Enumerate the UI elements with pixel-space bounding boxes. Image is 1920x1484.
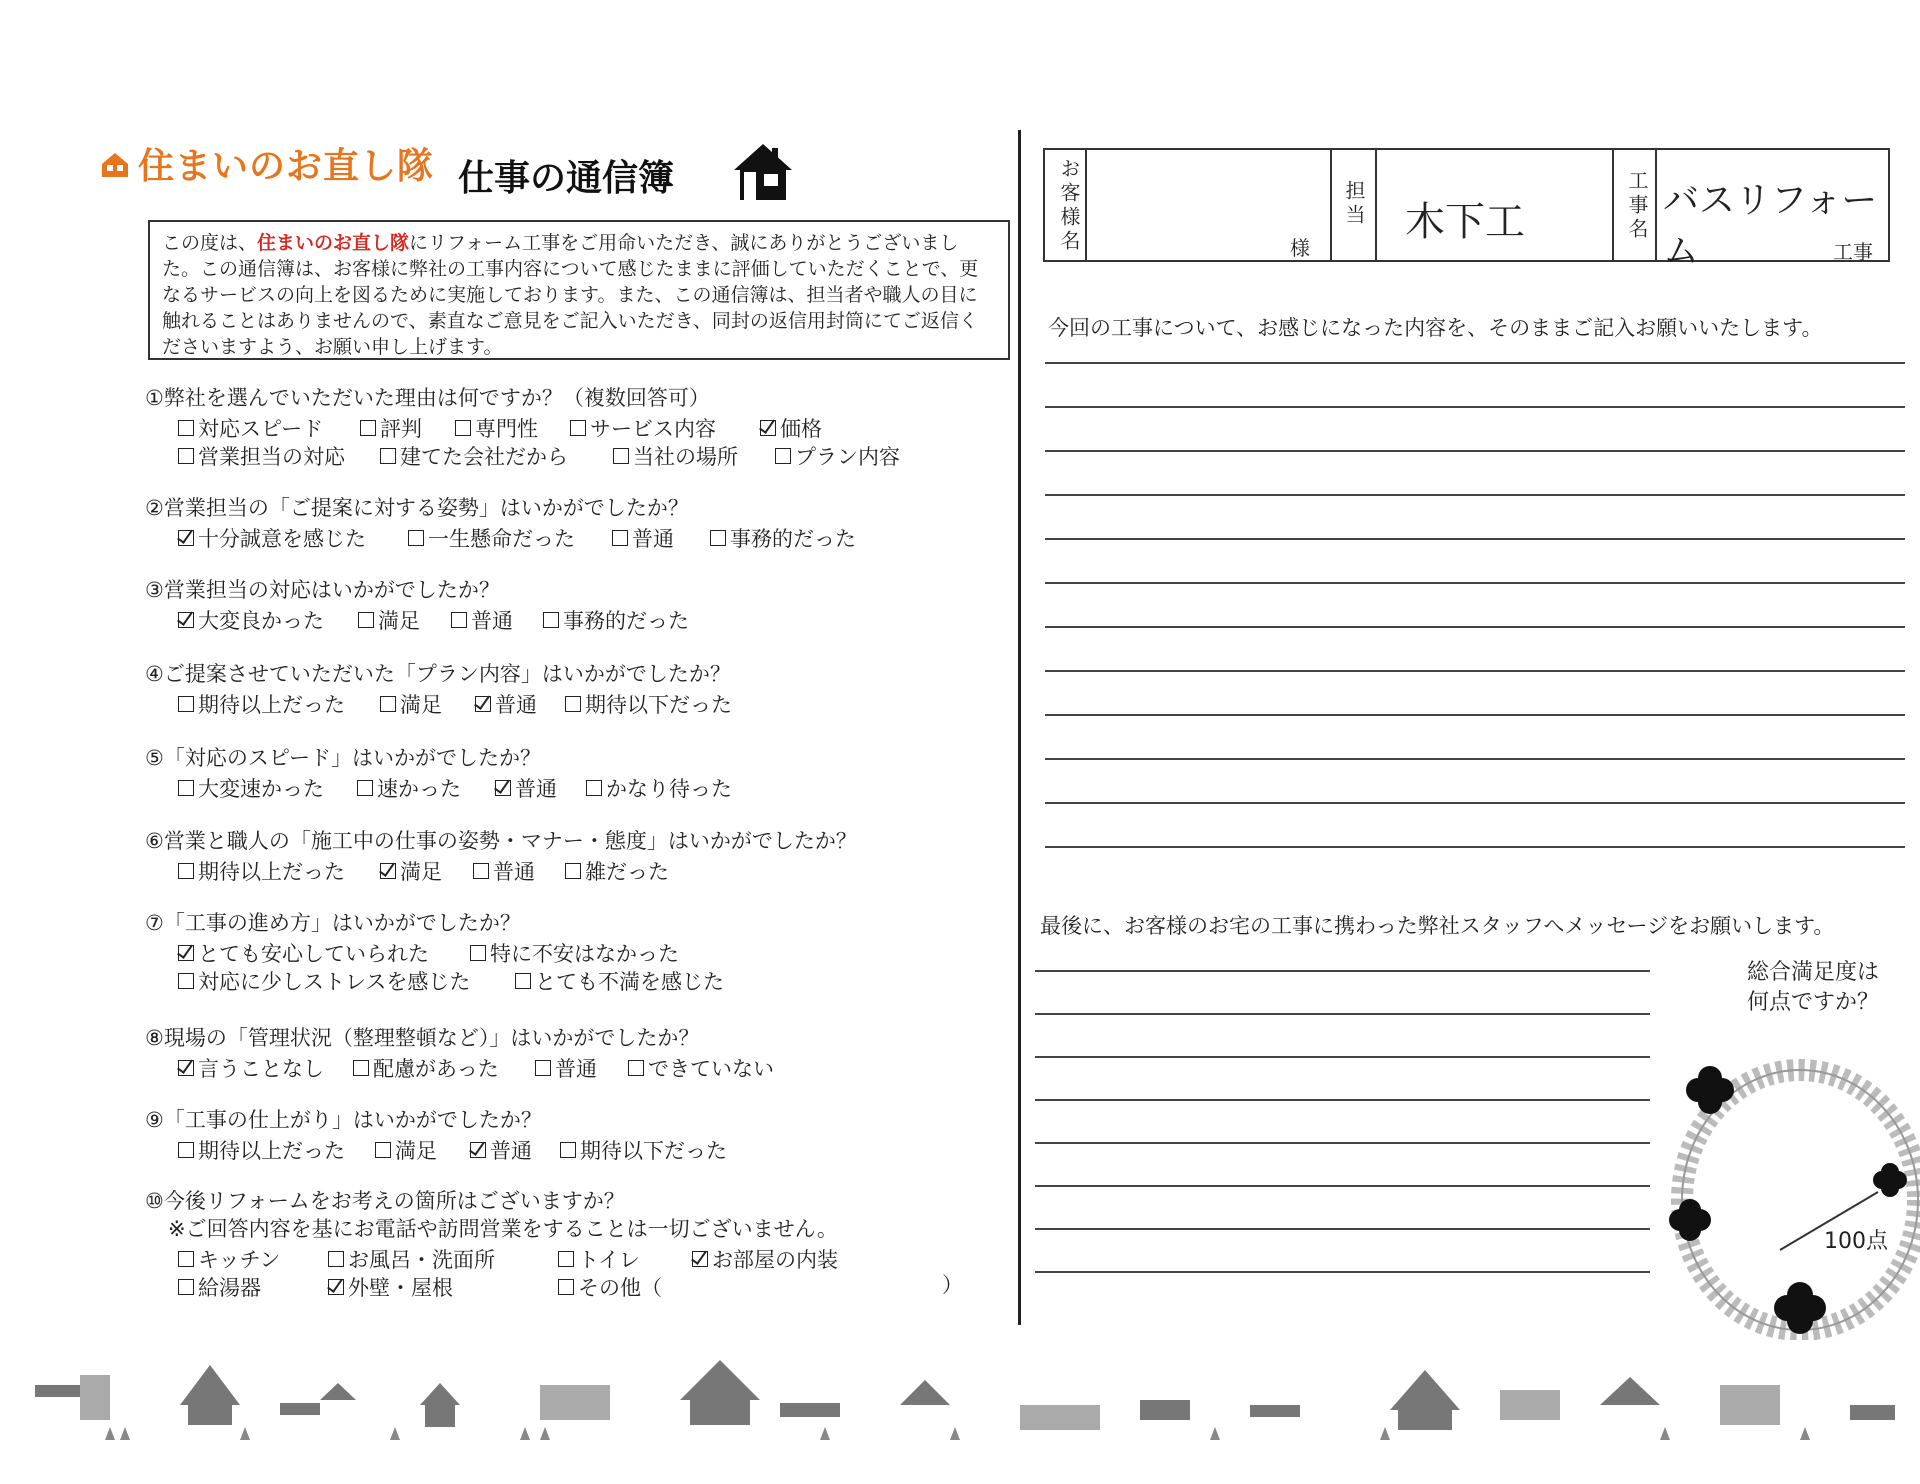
option-label: 事務的だった — [730, 527, 856, 551]
work-suffix: 工事 — [1833, 240, 1873, 264]
option-label: 特に不安はなかった — [490, 942, 679, 966]
checkbox-icon[interactable] — [565, 863, 581, 879]
question-1-option[interactable] — [570, 413, 716, 443]
checkbox-icon[interactable] — [473, 863, 489, 879]
question-4-text: ④ご提案させていただいた「プラン内容」はいかがでしたか？ — [145, 662, 731, 686]
question-8-option[interactable] — [535, 1053, 597, 1083]
column-divider — [1018, 130, 1021, 1325]
writing-line[interactable] — [1035, 1271, 1650, 1273]
question-2-option[interactable] — [408, 523, 575, 553]
checkbox-icon[interactable] — [353, 1060, 369, 1076]
brand-name: 住まいのお直し隊 — [138, 146, 435, 187]
staff-handwritten: 木下工 — [1405, 199, 1525, 245]
option-label: 大変良かった — [198, 609, 324, 633]
option-label: 外壁・屋根 — [348, 1276, 453, 1300]
writing-line[interactable] — [1035, 1013, 1650, 1015]
question-4-option[interactable] — [565, 689, 732, 719]
checkbox-icon[interactable] — [178, 973, 194, 989]
option-label: お風呂・洗面所 — [348, 1248, 495, 1272]
option-label: 満足 — [378, 609, 420, 633]
checked-box-icon[interactable] — [328, 1279, 344, 1295]
question-9-option[interactable] — [560, 1135, 727, 1165]
question-10-option[interactable] — [328, 1272, 453, 1302]
checkbox-icon[interactable] — [380, 696, 396, 712]
writing-line[interactable] — [1045, 582, 1905, 584]
checkbox-icon[interactable] — [613, 448, 629, 464]
question-3-option[interactable] — [451, 605, 513, 635]
checkbox-icon[interactable] — [358, 612, 374, 628]
checkbox-icon[interactable] — [380, 448, 396, 464]
option-label: 十分誠意を感じた — [198, 527, 366, 551]
checkbox-icon[interactable] — [710, 530, 726, 546]
checkbox-icon[interactable] — [535, 1060, 551, 1076]
checkbox-icon[interactable] — [178, 1251, 194, 1267]
question-10-option[interactable] — [558, 1244, 640, 1274]
checkbox-icon[interactable] — [178, 1142, 194, 1158]
question-10-option[interactable] — [558, 1272, 662, 1302]
checkbox-icon[interactable] — [178, 448, 194, 464]
question-1-option[interactable] — [178, 413, 323, 443]
checkbox-icon[interactable] — [357, 780, 373, 796]
writing-line[interactable] — [1045, 362, 1905, 364]
checkbox-icon[interactable] — [628, 1060, 644, 1076]
question-1-option[interactable] — [360, 413, 422, 443]
checked-box-icon[interactable] — [178, 1060, 194, 1076]
question-7-option[interactable] — [470, 938, 679, 968]
question-1-option[interactable] — [380, 441, 568, 471]
option-label: 言うことなし — [198, 1057, 324, 1081]
customer-name-label: お客様名 — [1057, 158, 1081, 254]
checkbox-icon[interactable] — [178, 863, 194, 879]
question-8-option[interactable] — [628, 1053, 774, 1083]
option-label: キッチン — [198, 1248, 281, 1272]
question-1-option[interactable] — [455, 413, 538, 443]
writing-line[interactable] — [1045, 714, 1905, 716]
option-label: 普通 — [515, 777, 557, 801]
checkbox-icon[interactable] — [375, 1142, 391, 1158]
question-6-option[interactable] — [380, 856, 442, 886]
question-3-option[interactable] — [543, 605, 689, 635]
option-label: プラン内容 — [795, 445, 900, 469]
checked-box-icon[interactable] — [495, 780, 511, 796]
question-9-option[interactable] — [178, 1135, 345, 1165]
option-label: 配慮があった — [373, 1057, 499, 1081]
checked-box-icon[interactable] — [475, 696, 491, 712]
checkbox-icon[interactable] — [612, 530, 628, 546]
question-10-option[interactable] — [178, 1244, 281, 1274]
question-10-text: ⑩今後リフォームをお考えの箇所はございますか？ — [145, 1189, 625, 1213]
writing-line[interactable] — [1035, 1142, 1650, 1144]
writing-line[interactable] — [1045, 626, 1905, 628]
question-3-text: ③営業担当の対応はいかがでしたか？ — [145, 578, 500, 602]
checkbox-icon[interactable] — [775, 448, 791, 464]
question-5-option[interactable] — [586, 773, 732, 803]
checkbox-icon[interactable] — [470, 945, 486, 961]
question-2-option[interactable] — [710, 523, 856, 553]
option-label: 期待以上だった — [198, 1139, 345, 1163]
question-6-option[interactable] — [178, 856, 345, 886]
question-4-option[interactable] — [380, 689, 442, 719]
checkbox-icon[interactable] — [178, 696, 194, 712]
writing-line[interactable] — [1035, 970, 1650, 972]
option-label: 雑だった — [585, 860, 669, 884]
checkbox-icon[interactable] — [455, 420, 471, 436]
checkbox-icon[interactable] — [178, 420, 194, 436]
question-8-option[interactable] — [178, 1053, 324, 1083]
intro-box — [148, 220, 1010, 360]
question-5-option[interactable] — [357, 773, 461, 803]
question-7-option[interactable] — [515, 966, 724, 996]
work-name-label: 工事名 — [1625, 170, 1649, 242]
question-5-text: ⑤「対応のスピード」はいかがでしたか？ — [145, 746, 541, 770]
option-label: 大変速かった — [198, 777, 324, 801]
score-question-line1: 総合満足度は — [1746, 960, 1879, 985]
checkbox-icon[interactable] — [586, 780, 602, 796]
question-8-text: ⑧現場の「管理状況（整理整頓など）」はいかがでしたか？ — [145, 1026, 700, 1050]
question-6-text: ⑥営業と職人の「施工中の仕事の姿勢・マナー・態度」はいかがでしたか？ — [145, 829, 857, 853]
option-label: 期待以下だった — [580, 1139, 727, 1163]
staff-label: 担当 — [1342, 180, 1366, 228]
writing-line[interactable] — [1045, 538, 1905, 540]
option-label: 満足 — [395, 1139, 437, 1163]
option-label: かなり待った — [606, 777, 732, 801]
question-5-option[interactable] — [178, 773, 324, 803]
question-7-option[interactable] — [178, 966, 470, 996]
question-6-option[interactable] — [565, 856, 669, 886]
customer-info-table — [1043, 148, 1890, 272]
question-9-option[interactable] — [470, 1135, 532, 1165]
house-logo-icon — [100, 149, 130, 179]
option-label: 給湯器 — [198, 1276, 261, 1300]
townscape-decoration — [20, 1355, 1900, 1445]
writing-line[interactable] — [1045, 846, 1905, 848]
option-label: 期待以上だった — [198, 860, 345, 884]
checkbox-icon[interactable] — [543, 612, 559, 628]
intro-brand-highlight: 住まいのお直し隊 — [257, 232, 410, 254]
question-10-option[interactable] — [692, 1244, 838, 1274]
question-4-option[interactable] — [475, 689, 537, 719]
question-2-option[interactable] — [612, 523, 674, 553]
question-3-option[interactable] — [358, 605, 420, 635]
writing-line[interactable] — [1045, 494, 1905, 496]
option-label: 営業担当の対応 — [198, 445, 345, 469]
checkbox-icon[interactable] — [178, 780, 194, 796]
option-label: できていない — [648, 1057, 774, 1081]
option-label: 事務的だった — [563, 609, 689, 633]
checked-box-icon[interactable] — [760, 420, 776, 436]
option-label: 対応に少しストレスを感じた — [198, 970, 471, 994]
writing-line[interactable] — [1035, 1099, 1650, 1101]
option-label: 満足 — [400, 693, 442, 717]
option-label: 速かった — [377, 777, 461, 801]
option-label: サービス内容 — [590, 417, 716, 441]
checked-box-icon[interactable] — [692, 1251, 708, 1267]
question-10-option[interactable] — [328, 1244, 495, 1274]
option-label: 価格 — [780, 417, 822, 441]
option-label: 専門性 — [475, 417, 538, 441]
writing-line[interactable] — [1045, 450, 1905, 452]
option-label: 一生懸命だった — [428, 527, 575, 551]
question-8-option[interactable] — [353, 1053, 499, 1083]
checkbox-icon[interactable] — [178, 1279, 194, 1295]
writing-line[interactable] — [1045, 406, 1905, 408]
question-2-text: ②営業担当の「ご提案に対する姿勢」はいかがでしたか？ — [145, 496, 689, 520]
checkbox-icon[interactable] — [360, 420, 376, 436]
writing-line[interactable] — [1045, 758, 1905, 760]
option-label: 普通 — [490, 1139, 532, 1163]
option-label: 建てた会社だから — [400, 445, 568, 469]
checked-box-icon[interactable] — [178, 530, 194, 546]
customer-suffix: 様 — [1290, 236, 1310, 260]
option-label: 満足 — [400, 860, 442, 884]
option-label: 対応スピード — [198, 417, 324, 441]
writing-line[interactable] — [1035, 1056, 1650, 1058]
checkbox-icon[interactable] — [558, 1251, 574, 1267]
staff-field[interactable] — [1375, 150, 1377, 260]
page-title: 仕事の通信簿 — [458, 158, 675, 199]
checkbox-icon[interactable] — [515, 973, 531, 989]
writing-line[interactable] — [1035, 1185, 1650, 1187]
house-icon — [732, 142, 794, 202]
work-name-field[interactable] — [1655, 150, 1657, 260]
checkbox-icon[interactable] — [451, 612, 467, 628]
checked-box-icon[interactable] — [178, 945, 194, 961]
option-label: 普通 — [493, 860, 535, 884]
question-1-option[interactable] — [178, 441, 345, 471]
message-prompt: 最後に、お客様のお宅の工事に携わった弊社スタッフへメッセージをお願いします。 — [1040, 914, 1835, 938]
question-2-option[interactable] — [178, 523, 366, 553]
score-question-line2: 何点ですか？ — [1746, 990, 1879, 1015]
option-label: 普通 — [632, 527, 674, 551]
option-label: 期待以上だった — [198, 693, 345, 717]
customer-name-field[interactable] — [1085, 150, 1087, 260]
score-question — [1728, 958, 1898, 1018]
option-label: 普通 — [495, 693, 537, 717]
question-1-option[interactable] — [775, 441, 900, 471]
checkbox-icon[interactable] — [328, 1251, 344, 1267]
question-7-option[interactable] — [178, 938, 429, 968]
writing-line[interactable] — [1045, 670, 1905, 672]
comment-prompt: 今回の工事について、お感じになった内容を、そのままご記入お願いいたします。 — [1048, 316, 1823, 340]
question-3-option[interactable] — [178, 605, 324, 635]
checked-box-icon[interactable] — [470, 1142, 486, 1158]
option-label: トイレ — [578, 1248, 640, 1272]
question-9-option[interactable] — [375, 1135, 437, 1165]
question-5-option[interactable] — [495, 773, 557, 803]
question-1-option[interactable] — [760, 413, 822, 443]
writing-line[interactable] — [1045, 802, 1905, 804]
question-1-option[interactable] — [613, 441, 738, 471]
option-label: 普通 — [471, 609, 513, 633]
option-label: 普通 — [555, 1057, 597, 1081]
question-4-option[interactable] — [178, 689, 345, 719]
question-10-note: ※ご回答内容を基にお電話や訪問営業をすることは一切ございません。 — [168, 1217, 838, 1241]
checkbox-icon[interactable] — [560, 1142, 576, 1158]
writing-line[interactable] — [1035, 1228, 1650, 1230]
option-label: 期待以下だった — [585, 693, 732, 717]
score-value: 100点 — [1824, 1229, 1888, 1254]
question-7-text: ⑦「工事の進め方」はいかがでしたか？ — [145, 911, 521, 935]
intro-text-rest: にリフォーム工事をご用命いただき、誠にありがとうございました。この通信簿は、お客様に弊社の工事内容について感じたままに評価していただくことで、更なるサービスの向上を図るために実施しております。また、この通信簿は、担当者や職人の目に触れることはありませんので、素直なご意見をご記入いただき、同封の返信用封筒にてご返信くださいますよう、お願い申し上げます。 — [162, 232, 979, 358]
question-6-option[interactable] — [473, 856, 535, 886]
checkbox-icon[interactable] — [558, 1279, 574, 1295]
option-label: とても安心していられた — [198, 942, 429, 966]
checkbox-icon[interactable] — [570, 420, 586, 436]
option-label: その他（ — [578, 1276, 662, 1300]
checked-box-icon[interactable] — [380, 863, 396, 879]
checkbox-icon[interactable] — [565, 696, 581, 712]
intro-text: この度は、 — [162, 232, 258, 254]
other-close-paren: ） — [942, 1273, 963, 1297]
checked-box-icon[interactable] — [178, 612, 194, 628]
work-handwritten: バスリフォーム — [1663, 180, 1878, 272]
brand-logo — [100, 138, 434, 189]
option-label: お部屋の内装 — [712, 1248, 838, 1272]
question-9-text: ⑨「工事の仕上がり」はいかがでしたか？ — [145, 1108, 542, 1132]
option-label: 評判 — [380, 417, 422, 441]
wreath-illustration — [1650, 1030, 1920, 1340]
question-10-option[interactable] — [178, 1272, 261, 1302]
option-label: 当社の場所 — [633, 445, 738, 469]
option-label: とても不満を感じた — [535, 970, 724, 994]
question-1-text: ①弊社を選んでいただいた理由は何ですか？（複数回答可） — [145, 386, 710, 410]
checkbox-icon[interactable] — [408, 530, 424, 546]
